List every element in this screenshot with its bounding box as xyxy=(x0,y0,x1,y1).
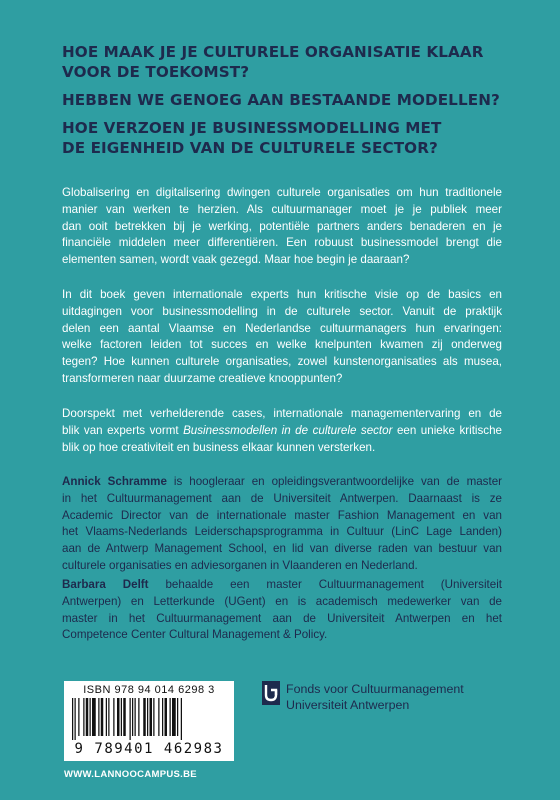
barcode-bar xyxy=(177,698,178,736)
text-line: manier van werken te herzien. Als cultuurmanager moet je je publiek meer xyxy=(62,202,502,216)
barcode-bar xyxy=(153,698,154,736)
barcode-bar xyxy=(143,698,146,736)
text-line: in het Cultuurmanagement aan de Universiteit Antwerpen. Daarnaast is ze xyxy=(62,491,502,505)
barcode-bar xyxy=(86,698,89,736)
barcode-bar xyxy=(108,698,109,736)
text-line: dan ooit betrekken bij je werking, potentiële partners anders benaderen en je xyxy=(62,219,502,233)
barcode-bar xyxy=(181,698,182,740)
barcode-icon xyxy=(72,698,226,740)
text-line: uitdagingen voor businessmodelling in de culturele sector. Vanuit de praktijk xyxy=(62,304,502,318)
barcode-bar xyxy=(121,698,122,736)
bio-annick-schramme xyxy=(62,474,502,575)
text-line xyxy=(62,577,502,594)
barcode-bar xyxy=(135,698,136,736)
text-line: delen een aantal Vlaamse en Nederlandse cultuurmanagers hun ervaringen: xyxy=(62,321,502,335)
text-line xyxy=(62,474,502,491)
heading-line: DE EIGENHEID VAN DE CULTURELE SECTOR? xyxy=(62,139,438,157)
barcode-bar xyxy=(170,698,171,736)
barcode-bar xyxy=(158,698,159,736)
barcode-bar xyxy=(75,698,76,740)
barcode-bar xyxy=(165,698,168,736)
text-line: Academic Director van de internationale master Fashion Management en van xyxy=(62,508,502,522)
barcode-bar xyxy=(162,698,163,736)
paragraph-3 xyxy=(62,406,502,456)
text-line: transformeren naar duurzame creatieve knooppunten? xyxy=(62,371,343,385)
text-line: In dit boek geven internationale experts hun kritische visie op de basics en xyxy=(62,288,502,301)
text-line xyxy=(62,423,502,440)
barcode-bar xyxy=(78,698,79,736)
text-line: aan de Antwerp Management School, en lid van diverse raden van bestuur van xyxy=(62,542,502,556)
heading-line: VOOR DE TOEKOMST? xyxy=(62,63,250,81)
isbn-barcode xyxy=(64,681,234,761)
website-link[interactable]: WWW.LANNOOCAMPUS.BE xyxy=(64,769,197,780)
text-line: welke factoren leiden tot succes en welke knelpunten kwamen zij onderweg xyxy=(62,338,502,352)
barcode-bar xyxy=(172,698,176,736)
fund-line-2: Universiteit Antwerpen xyxy=(286,698,410,712)
headings xyxy=(62,42,502,166)
barcode-bar xyxy=(98,698,99,736)
text-line: Globalisering en digitalisering dwingen culturele organisaties om hun traditionele xyxy=(62,186,502,199)
heading-2 xyxy=(62,90,502,110)
text-line: culturele organisaties en adviesorganen in Vlaanderen en Nederland. xyxy=(62,558,418,572)
heading-1 xyxy=(62,42,502,82)
paragraph-2 xyxy=(62,287,502,388)
fund-line-1: Fonds voor Cultuurmanagement xyxy=(286,682,464,696)
heading-line: HOE MAAK JE JE CULTURELE ORGANISATIE KLAAR xyxy=(62,43,484,61)
barcode-bar xyxy=(90,698,91,736)
barcode-bar xyxy=(150,698,153,736)
barcode-bar xyxy=(123,698,126,736)
text-line: financiële middelen meer differentiëren. Een robuust businessmodel brengt die xyxy=(62,236,502,250)
barcode-bar xyxy=(147,698,148,736)
text-segment: een unieke kritische xyxy=(392,423,502,437)
barcode-bar xyxy=(132,698,133,736)
barcode-digits: 9 789401 462983 xyxy=(74,741,224,757)
text-line: blik op hoe creativiteit en business elkaar kunnen versterken. xyxy=(62,440,376,454)
text-line: master in het Cultuurmanagement aan de Universiteit Antwerpen en het xyxy=(62,611,502,625)
text-segment: is hoogleraar en opleidingsverantwoordelijke van de master xyxy=(166,475,502,488)
text-line: Competence Center Cultural Management & Policy. xyxy=(62,628,328,642)
text-line: Antwerpen) en Letterkunde (UGent) en is academisch medewerker van de xyxy=(62,594,502,608)
text-segment: blik van experts vormt xyxy=(62,423,184,437)
barcode-bar xyxy=(130,698,131,740)
heading-3 xyxy=(62,118,502,158)
barcode-bar xyxy=(117,698,120,736)
heading-line: HEBBEN WE GENOEG AAN BESTAANDE MODELLEN? xyxy=(62,91,500,109)
fund-name xyxy=(286,681,464,713)
barcode-bar xyxy=(101,698,104,736)
author-name: Annick Schramme xyxy=(62,475,167,488)
university-antwerp-logo-icon xyxy=(262,681,280,705)
author-name: Barbara Delft xyxy=(62,578,149,591)
barcode-bar xyxy=(106,698,107,736)
text-line: tegen? Hoe kunnen culturele organisaties, zowel kunstenorganisaties als musea, xyxy=(62,355,502,369)
barcode-bar xyxy=(72,698,73,740)
text-line: elementen samen, wordt vaak gezegd. Maar hoe begin je daaraan? xyxy=(62,253,410,267)
text-segment: behaalde een master Cultuurmanagement (Universiteit xyxy=(148,578,502,591)
text-line: het Vlaams-Nederlands Leiderschapsprogramma in Cultuur (LinC Lage Landen) xyxy=(62,525,502,539)
text-line: Doorspekt met verhelderende cases, internationale managementervaring en de xyxy=(62,407,502,420)
barcode-bar xyxy=(138,698,139,736)
paragraph-1 xyxy=(62,185,502,269)
isbn-label: ISBN 978 94 014 6298 3 xyxy=(83,684,215,696)
bio-barbara-delft xyxy=(62,577,502,644)
barcode-bar xyxy=(92,698,96,736)
barcode-bar xyxy=(83,698,84,736)
book-title: Businessmodellen in de culturele sector xyxy=(183,423,393,437)
barcode-bar xyxy=(113,698,114,736)
heading-line: HOE VERZOEN JE BUSINESSMODELLING MET xyxy=(62,119,442,137)
